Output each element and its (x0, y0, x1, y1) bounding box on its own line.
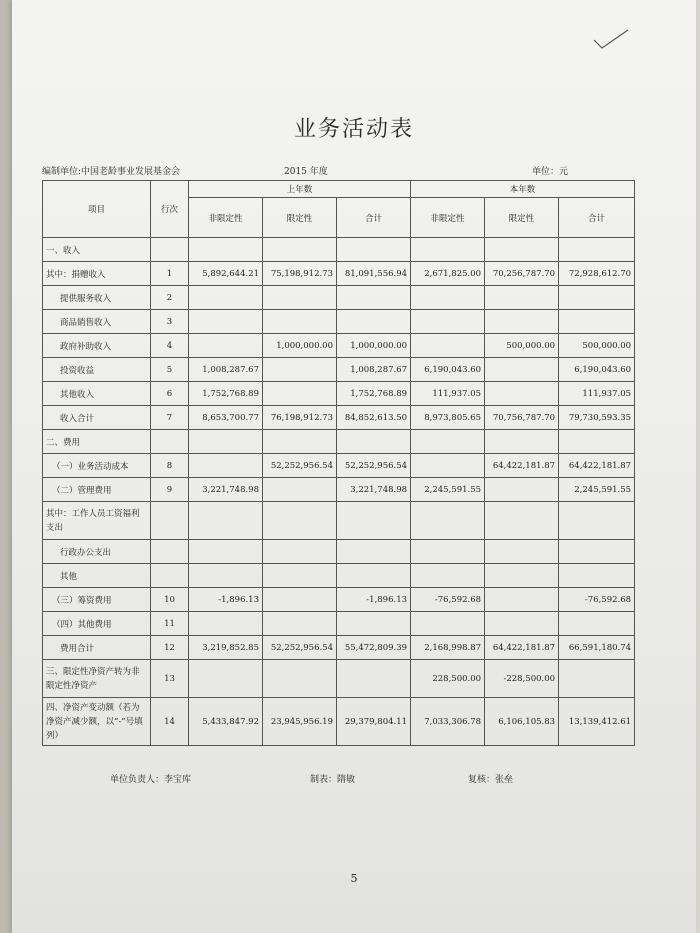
amount-cell: 2,245,591.55 (559, 478, 635, 502)
amount-cell (263, 660, 337, 698)
row-item-label: （二）管理费用 (43, 478, 151, 502)
amount-cell: 5,892,644.21 (189, 262, 263, 286)
amount-cell (485, 310, 559, 334)
row-item-label: 费用合计 (43, 636, 151, 660)
amount-cell (559, 540, 635, 564)
header-cur-restricted: 限定性 (485, 198, 559, 238)
row-line-number (151, 564, 189, 588)
table-row (43, 382, 635, 406)
table-row (43, 238, 635, 262)
row-item-label: （三）筹资费用 (43, 588, 151, 612)
amount-cell (337, 540, 411, 564)
amount-cell (337, 502, 411, 540)
header-item: 项目 (43, 181, 151, 238)
amount-cell (485, 286, 559, 310)
amount-cell (189, 430, 263, 454)
check-mark-icon (592, 26, 632, 56)
amount-cell (411, 238, 485, 262)
amount-cell (485, 238, 559, 262)
amount-cell (189, 310, 263, 334)
amount-cell: 5,433,847.92 (189, 698, 263, 746)
amount-cell (485, 612, 559, 636)
row-line-number: 5 (151, 358, 189, 382)
amount-cell (263, 478, 337, 502)
amount-cell (189, 612, 263, 636)
table-row (43, 564, 635, 588)
row-line-number: 2 (151, 286, 189, 310)
amount-cell (189, 334, 263, 358)
table-row (43, 540, 635, 564)
amount-cell: -76,592.68 (411, 588, 485, 612)
amount-cell (559, 502, 635, 540)
amount-cell: 64,422,181.87 (485, 454, 559, 478)
row-line-number: 14 (151, 698, 189, 746)
row-item-label: 商品销售收入 (43, 310, 151, 334)
amount-cell (411, 430, 485, 454)
header-line-no: 行次 (151, 181, 189, 238)
amount-cell (189, 454, 263, 478)
amount-cell: 23,945,956.19 (263, 698, 337, 746)
amount-cell: 8,653,700.77 (189, 406, 263, 430)
document-page (12, 0, 696, 933)
page-title: 业务活动表 (293, 117, 414, 142)
amount-cell (485, 382, 559, 406)
amount-cell (189, 238, 263, 262)
amount-cell (337, 660, 411, 698)
amount-cell: -1,896.13 (337, 588, 411, 612)
footer-reviewed-by: 复核：张垒 (468, 775, 514, 785)
amount-cell (559, 238, 635, 262)
amount-cell (485, 358, 559, 382)
amount-cell: 3,221,748.98 (337, 478, 411, 502)
amount-cell: 500,000.00 (559, 334, 635, 358)
amount-cell (337, 612, 411, 636)
amount-cell (263, 588, 337, 612)
row-line-number: 8 (151, 454, 189, 478)
amount-cell: 52,252,956.54 (337, 454, 411, 478)
amount-cell (263, 502, 337, 540)
amount-cell (411, 540, 485, 564)
amount-cell: 500,000.00 (485, 334, 559, 358)
row-item-label: 投资收益 (43, 358, 151, 382)
amount-cell: 75,198,912.73 (263, 262, 337, 286)
currency-unit: 单位：元 (532, 167, 569, 177)
page-edge (0, 0, 12, 933)
amount-cell (263, 430, 337, 454)
amount-cell (559, 660, 635, 698)
table-row (43, 262, 635, 286)
row-line-number: 13 (151, 660, 189, 698)
amount-cell: 228,500.00 (411, 660, 485, 698)
row-item-label: 一、收入 (43, 238, 151, 262)
table-row (43, 310, 635, 334)
amount-cell: 3,219,852.85 (189, 636, 263, 660)
table-row (43, 588, 635, 612)
amount-cell: 3,221,748.98 (189, 478, 263, 502)
page-number: 5 (350, 872, 358, 885)
row-item-label: 其他收入 (43, 382, 151, 406)
amount-cell (559, 612, 635, 636)
amount-cell: -228,500.00 (485, 660, 559, 698)
activity-statement-table (42, 180, 635, 746)
amount-cell (263, 564, 337, 588)
row-item-label: 提供服务收入 (43, 286, 151, 310)
fiscal-year: 2015 年度 (284, 167, 328, 177)
row-line-number: 4 (151, 334, 189, 358)
amount-cell: 70,756,787.70 (485, 406, 559, 430)
amount-cell: 1,752,768.89 (189, 382, 263, 406)
footer-prepared-by: 制表：隋敏 (310, 775, 356, 785)
table-row (43, 698, 635, 746)
footer-unit-head: 单位负责人：李宝库 (110, 775, 192, 785)
amount-cell: 70,256,787.70 (485, 262, 559, 286)
amount-cell: 111,937.05 (411, 382, 485, 406)
table-row (43, 478, 635, 502)
amount-cell (411, 286, 485, 310)
amount-cell: 2,245,591.55 (411, 478, 485, 502)
amount-cell (263, 382, 337, 406)
amount-cell (485, 588, 559, 612)
amount-cell (411, 310, 485, 334)
amount-cell: 1,752,768.89 (337, 382, 411, 406)
row-line-number (151, 238, 189, 262)
header-cur-unrestricted: 非限定性 (411, 198, 485, 238)
row-item-label: 收入合计 (43, 406, 151, 430)
amount-cell: 52,252,956.54 (263, 636, 337, 660)
amount-cell: 6,106,105.83 (485, 698, 559, 746)
amount-cell (337, 238, 411, 262)
organization-label: 编制单位:中国老龄事业发展基金会 (42, 167, 181, 177)
amount-cell: 1,008,287.67 (337, 358, 411, 382)
amount-cell: 2,671,825.00 (411, 262, 485, 286)
row-line-number: 10 (151, 588, 189, 612)
amount-cell (559, 430, 635, 454)
amount-cell (559, 310, 635, 334)
table-row (43, 502, 635, 540)
table-row (43, 334, 635, 358)
amount-cell (189, 660, 263, 698)
row-line-number: 12 (151, 636, 189, 660)
row-line-number: 9 (151, 478, 189, 502)
amount-cell: 1,008,287.67 (189, 358, 263, 382)
amount-cell (263, 310, 337, 334)
amount-cell: 6,190,043.60 (559, 358, 635, 382)
row-item-label: （一）业务活动成本 (43, 454, 151, 478)
amount-cell: 76,198,912.73 (263, 406, 337, 430)
amount-cell: 8,973,805.65 (411, 406, 485, 430)
amount-cell (485, 430, 559, 454)
amount-cell: 79,730,593.35 (559, 406, 635, 430)
header-prev-restricted: 限定性 (263, 198, 337, 238)
header-prev-unrestricted: 非限定性 (189, 198, 263, 238)
amount-cell (263, 540, 337, 564)
amount-cell: 84,852,613.50 (337, 406, 411, 430)
row-item-label: 政府补助收入 (43, 334, 151, 358)
amount-cell (411, 334, 485, 358)
row-item-label: 其他 (43, 564, 151, 588)
table-row (43, 358, 635, 382)
amount-cell (411, 454, 485, 478)
row-item-label: 其中：工作人员工资福利支出 (43, 502, 151, 540)
table-row (43, 406, 635, 430)
amount-cell (189, 540, 263, 564)
header-prev-year: 上年数 (189, 181, 411, 198)
amount-cell (485, 502, 559, 540)
amount-cell: -76,592.68 (559, 588, 635, 612)
row-item-label: 行政办公支出 (43, 540, 151, 564)
amount-cell: 2,168,998.87 (411, 636, 485, 660)
amount-cell: 7,033,306.78 (411, 698, 485, 746)
amount-cell (485, 564, 559, 588)
header-prev-total: 合计 (337, 198, 411, 238)
amount-cell (263, 286, 337, 310)
amount-cell (263, 238, 337, 262)
row-item-label: 三、限定性净资产转为非限定性净资产 (43, 660, 151, 698)
amount-cell (263, 358, 337, 382)
amount-cell (559, 286, 635, 310)
amount-cell: 52,252,956.54 (263, 454, 337, 478)
row-line-number: 7 (151, 406, 189, 430)
row-item-label: 二、费用 (43, 430, 151, 454)
amount-cell: 29,379,804.11 (337, 698, 411, 746)
amount-cell (337, 564, 411, 588)
amount-cell: 1,000,000.00 (263, 334, 337, 358)
table-row (43, 286, 635, 310)
amount-cell (189, 286, 263, 310)
amount-cell: 111,937.05 (559, 382, 635, 406)
row-line-number: 11 (151, 612, 189, 636)
amount-cell (411, 502, 485, 540)
amount-cell (189, 502, 263, 540)
amount-cell (337, 310, 411, 334)
amount-cell (411, 564, 485, 588)
amount-cell (559, 564, 635, 588)
table-row (43, 454, 635, 478)
amount-cell (485, 478, 559, 502)
table-row (43, 612, 635, 636)
amount-cell (189, 564, 263, 588)
row-line-number (151, 502, 189, 540)
amount-cell: 66,591,180.74 (559, 636, 635, 660)
amount-cell (337, 430, 411, 454)
row-line-number: 3 (151, 310, 189, 334)
amount-cell: 64,422,181.87 (485, 636, 559, 660)
amount-cell: 1,000,000.00 (337, 334, 411, 358)
row-item-label: 四、净资产变动额（若为净资产减少额，以“-”号填列） (43, 698, 151, 746)
amount-cell: 6,190,043.60 (411, 358, 485, 382)
table-row (43, 430, 635, 454)
row-line-number: 1 (151, 262, 189, 286)
amount-cell (485, 540, 559, 564)
row-line-number (151, 430, 189, 454)
amount-cell: 64,422,181.87 (559, 454, 635, 478)
amount-cell: 13,139,412.61 (559, 698, 635, 746)
amount-cell (263, 612, 337, 636)
row-line-number (151, 540, 189, 564)
table-row (43, 660, 635, 698)
row-line-number: 6 (151, 382, 189, 406)
amount-cell: 55,472,809.39 (337, 636, 411, 660)
amount-cell (411, 612, 485, 636)
amount-cell: 81,091,556.94 (337, 262, 411, 286)
row-item-label: 其中：捐赠收入 (43, 262, 151, 286)
amount-cell (337, 286, 411, 310)
header-cur-year: 本年数 (411, 181, 635, 198)
table-row (43, 636, 635, 660)
amount-cell: -1,896.13 (189, 588, 263, 612)
row-item-label: （四）其他费用 (43, 612, 151, 636)
header-cur-total: 合计 (559, 198, 635, 238)
amount-cell: 72,928,612.70 (559, 262, 635, 286)
